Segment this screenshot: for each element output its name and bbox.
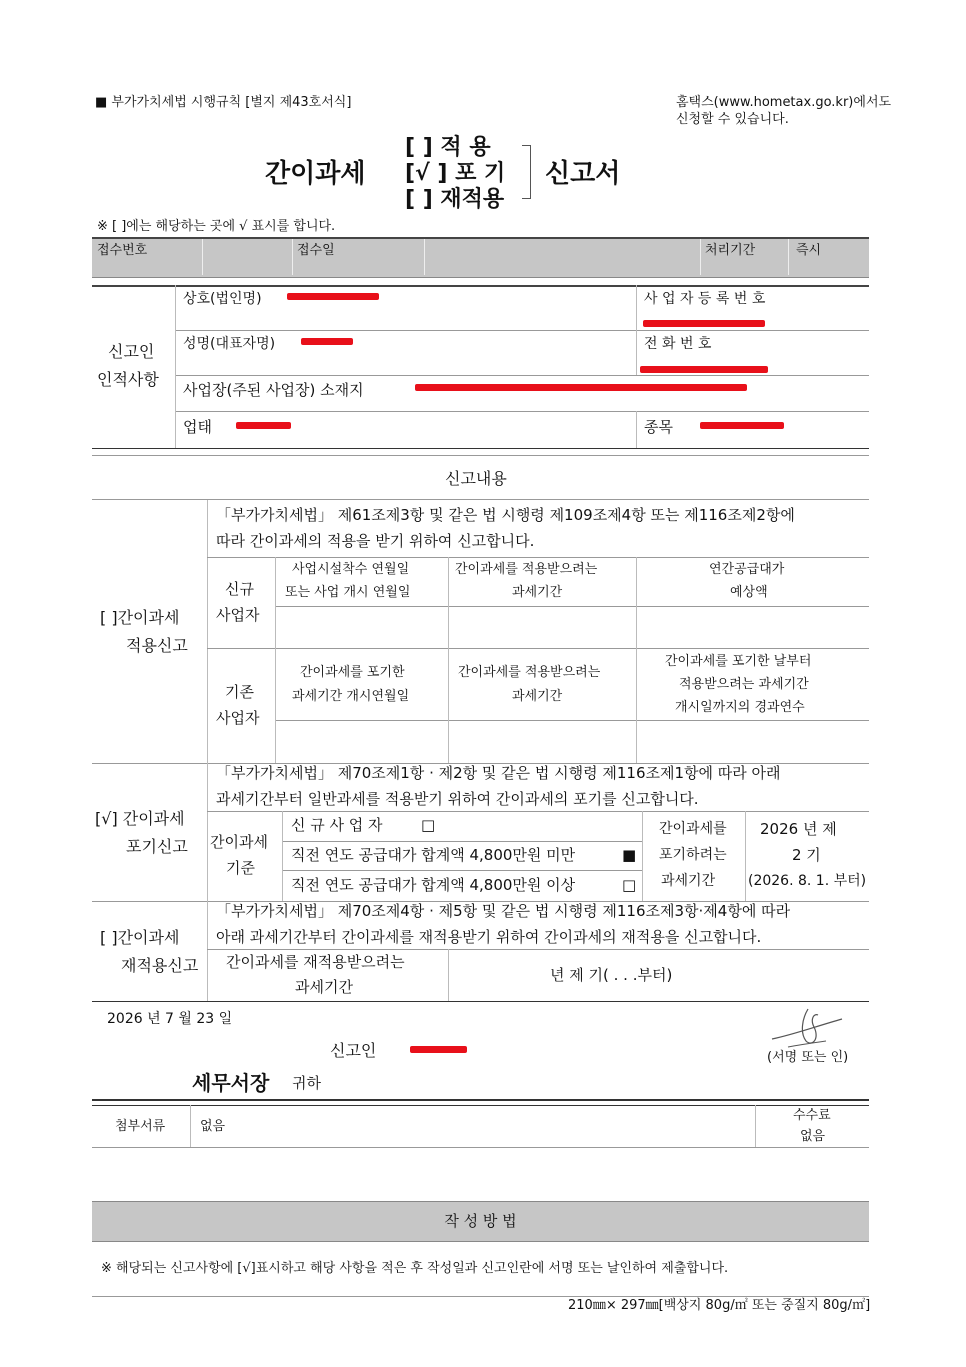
apply-description-2: 따라 간이과세의 적용을 받기 위하여 신고합니다. [216, 532, 535, 550]
waive-period-label-3: 과세기간 [661, 873, 716, 889]
waive-section-label-2: 포기신고 [126, 837, 188, 856]
title-right: 신고서 [545, 159, 621, 189]
existing-col1-line2: 과세기간 개시연월일 [292, 689, 410, 704]
new-col2-line2: 과세기간 [512, 585, 563, 600]
business-number-label: 사 업 자 등 록 번 호 [644, 291, 766, 307]
applicant-section-label-2: 인적사항 [97, 370, 159, 389]
existing-col2-line1: 간이과세를 적용받으려는 [458, 665, 601, 680]
processing-period-label: 처리기간 [705, 243, 756, 258]
apply-description-1: 「부가가치세법」 제61조제3항 및 같은 법 시행령 제109조제4항 또는 제116조제2항에 [216, 506, 795, 524]
attachments-label: 첨부서류 [115, 1119, 166, 1134]
instructions-text: ※ 해당되는 신고사항에 [√]표시하고 해당 사항을 적은 후 작성일과 신고인란에 서명 또는 날인하여 제출합니다. [101, 1261, 729, 1276]
apply-section-label-1: [ ]간이과세 [100, 608, 180, 627]
waive-option-under-threshold: 직전 연도 공급대가 합계액 4,800만원 미만 [291, 846, 576, 864]
existing-business-label-2: 사업자 [216, 709, 260, 727]
new-business-label-2: 사업자 [216, 606, 260, 624]
handwritten-signature [768, 1005, 848, 1051]
existing-business-label-1: 기존 [225, 683, 254, 701]
signature-note: (서명 또는 인) [767, 1050, 849, 1065]
new-col1-line2: 또는 사업 개시 연월일 [285, 585, 411, 600]
business-type-redaction [236, 422, 291, 429]
checkbox-note: ※ [ ]에는 해당하는 곳에 √ 표시를 합니다. [97, 219, 336, 234]
title-left: 간이과세 [265, 159, 366, 189]
waive-description-1: 「부가가치세법」 제70조제1항 · 제2항 및 같은 법 시행령 제116조제1항에 따라 아래 [216, 764, 781, 782]
waive-section-label-1: [√] 간이과세 [95, 809, 185, 828]
representative-name-label: 성명(대표자명) [183, 336, 276, 352]
waive-basis-label-2: 기준 [226, 859, 255, 877]
phone-redaction [640, 366, 768, 373]
representative-name-redaction [301, 338, 353, 345]
paper-spec-footer: 210㎜× 297㎜[백상지 80g/㎡ 또는 중질지 80g/㎡] [568, 1298, 871, 1313]
phone-label: 전 화 번 호 [644, 336, 712, 352]
new-col3-line1: 연간공급대가 [709, 562, 785, 577]
form-reference: ■ 부가가치세법 시행규칙 [별지 제43호서식] [95, 95, 352, 110]
business-number-redaction [643, 320, 765, 327]
existing-col3-line1: 간이과세를 포기한 날부터 [665, 654, 812, 669]
reapply-description-1: 「부가가치세법」 제70조제4항 · 제5항 및 같은 법 시행령 제116조제3항·제4항에 따라 [216, 902, 791, 920]
waive-option-over-threshold: 직전 연도 공급대가 합계액 4,800만원 이상 [291, 876, 576, 894]
trade-name-label: 상호(법인명) [183, 291, 262, 307]
reapply-section-label-1: [ ]간이과세 [100, 928, 180, 947]
waive-period-year: 2026 년 제 [760, 820, 837, 838]
address-label: 사업장(주된 사업장) 소재지 [183, 381, 364, 399]
reapply-section-label-2: 재적용신고 [121, 956, 199, 975]
attachments-value: 없음 [200, 1119, 226, 1134]
applicant-section-label-1: 신고인 [108, 342, 155, 361]
business-item-redaction [700, 422, 784, 429]
receipt-date-label: 접수일 [297, 243, 335, 258]
new-business-label-1: 신규 [225, 580, 254, 598]
waive-basis-label-1: 간이과세 [210, 833, 268, 851]
existing-col2-line2: 과세기간 [512, 689, 563, 704]
reapply-period-label-1: 간이과세를 재적용받으려는 [226, 953, 405, 971]
apply-section-label-2: 적용신고 [126, 636, 188, 655]
instructions-bar [92, 1201, 869, 1242]
existing-col1-line1: 간이과세를 포기한 [300, 665, 405, 680]
waive-option-over-threshold-checkbox[interactable]: □ [622, 876, 637, 894]
new-col2-line1: 간이과세를 적용받으려는 [455, 562, 598, 577]
processing-period-value: 즉시 [796, 243, 822, 258]
fee-label: 수수료 [793, 1108, 831, 1123]
waive-period-term: 2 기 [792, 846, 821, 864]
report-date: 2026 년 7 월 23 일 [107, 1011, 233, 1027]
new-col3-line2: 예상액 [730, 585, 768, 600]
addressee-honorific: 귀하 [292, 1074, 321, 1092]
waive-period-label-2: 포기하려는 [659, 847, 727, 863]
new-col1-line1: 사업시설착수 연월일 [292, 562, 410, 577]
existing-col3-line3: 개시일까지의 경과연수 [675, 700, 805, 715]
hometax-note-line2: 신청할 수 있습니다. [676, 112, 789, 127]
waive-option-new-business: 신 규 사 업 자 [291, 816, 383, 834]
waive-period-start: (2026. 8. 1. 부터) [748, 873, 867, 889]
trade-name-redaction [287, 293, 379, 300]
business-item-label: 종목 [644, 418, 673, 436]
title-option-apply: [ ] 적 용 [405, 135, 491, 160]
reporter-label: 신고인 [330, 1041, 377, 1060]
receipt-number-label: 접수번호 [97, 243, 148, 258]
reporter-name-redaction [410, 1046, 467, 1053]
attachments-top-rule [92, 1099, 869, 1106]
hometax-note-line1: 홈택스(www.hometax.go.kr)에서도 [676, 95, 892, 110]
reapply-description-2: 아래 과세기간부터 간이과세를 재적용받기 위하여 간이과세의 재적용을 신고합니다. [216, 928, 762, 946]
addressee: 세무서장 [192, 1071, 270, 1095]
address-redaction [415, 384, 747, 391]
instructions-heading: 작 성 방 법 [444, 1212, 517, 1230]
title-option-waive: [√ ] 포 기 [405, 161, 506, 186]
waive-description-2: 과세기간부터 일반과세를 적용받기 위하여 간이과세의 포기를 신고합니다. [216, 790, 699, 808]
waive-option-new-business-checkbox[interactable]: □ [421, 816, 436, 834]
reapply-period-label-2: 과세기간 [295, 978, 353, 996]
fee-value: 없음 [800, 1129, 826, 1144]
report-content-heading: 신고내용 [445, 469, 507, 488]
reapply-period-value: 년 제 기( . . .부터) [550, 966, 673, 984]
title-option-reapply: [ ] 재적용 [405, 187, 505, 212]
waive-period-label-1: 간이과세를 [659, 821, 727, 837]
waive-option-under-threshold-checkbox[interactable]: ■ [622, 846, 637, 864]
existing-col3-line2: 적용받으려는 과세기간 [679, 677, 809, 692]
title-bracket [522, 145, 531, 199]
business-type-label: 업태 [183, 418, 212, 436]
